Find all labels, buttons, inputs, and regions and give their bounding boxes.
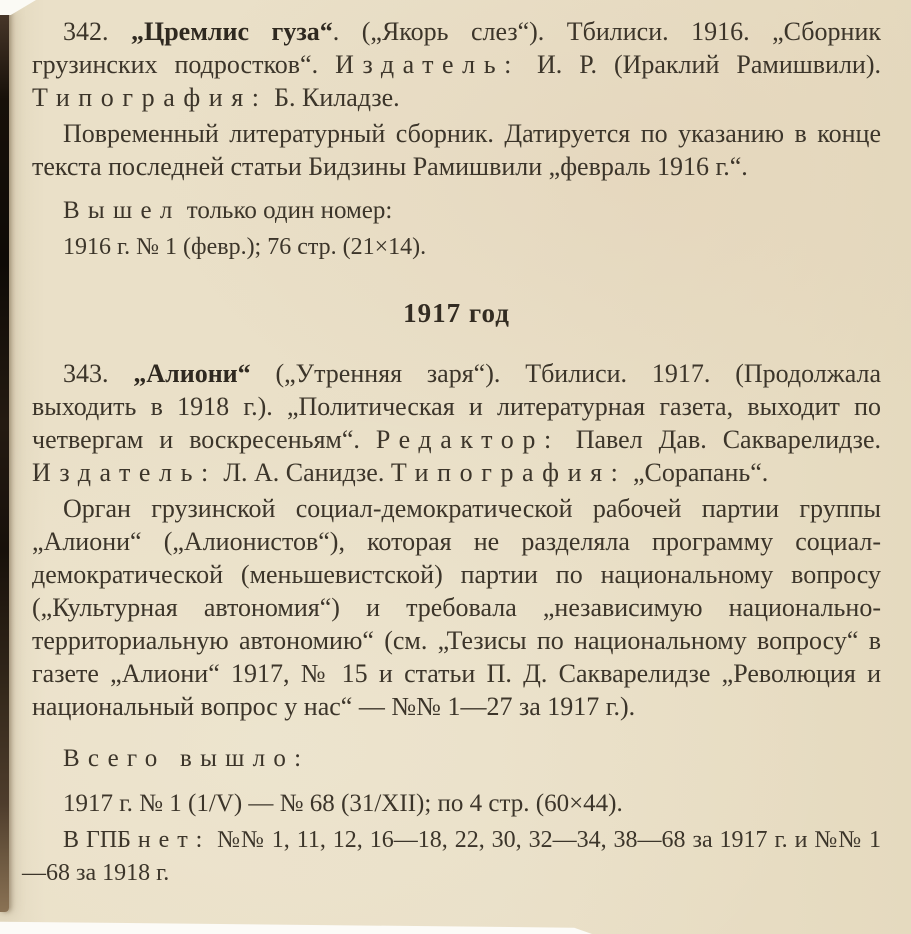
entry-343-missing-line: В ГПБ нет: №№ 1, 11, 12, 16—18, 22, 30, 32—34, 38—68 за 1917 г. и №№ 1—68 за 1918 г. (22, 827, 881, 886)
entry-343-description: Орган грузинской социал-демократической рабочей партии группы „Алиони“ („Алионистов“), которая не разделяла программу социал-демократической (меньшевистской) партии по национальному вопросу („Культурная автономия“) и требовала „независимую национально-территориальную автономию“ (см. „Тезисы по национальному вопросу“ в газете „Алиони“ 1917, № 15 и статьи П. Д. Сакварелидзе „Революция и национальный вопрос у нас“ — №№ 1—27 за 1917 г.). (32, 494, 881, 721)
entry-342-description: Повременный литературный сборник. Датируется по указанию в конце текста последней статьи Бидзины Рамишвили „февраль 1916 г.“. (32, 119, 881, 181)
year-section-heading: 1917 год (403, 298, 510, 328)
entry-342-stats-line: 1916 г. № 1 (февр.); 76 стр. (21×14). (63, 234, 427, 260)
entry-343-stats-line: 1917 г. № 1 (1/V) — № 68 (31/XII); по 4 стр. (60×44). (63, 790, 623, 817)
entry-342-heading-line: 342. „Цремлис гуза“. („Якорь слез“). Тбилиси. 1916. „Сборник грузинских подростков“. Издатель: И. Р. (Ираклий Рамишвили). Типография: Б. Киладзе. (32, 17, 881, 112)
entry-343-total-line: Всего вышло: (63, 745, 310, 772)
page-edge-bottom (0, 919, 592, 934)
entry-343-heading-line: 343. „Алиони“ („Утренняя заря“). Тбилиси. 1917. (Продолжала выходить в 1918 г.). „Политическая и литературная газета, выходит по четвергам и воскресеньям“. Редактор: Павел Дав. Сакварелидзе. Издатель: Л. А. Санидзе. Типография: „Сорапань“. (32, 359, 882, 487)
entry-342-issued-line: Вышел только один номер: (63, 197, 393, 224)
